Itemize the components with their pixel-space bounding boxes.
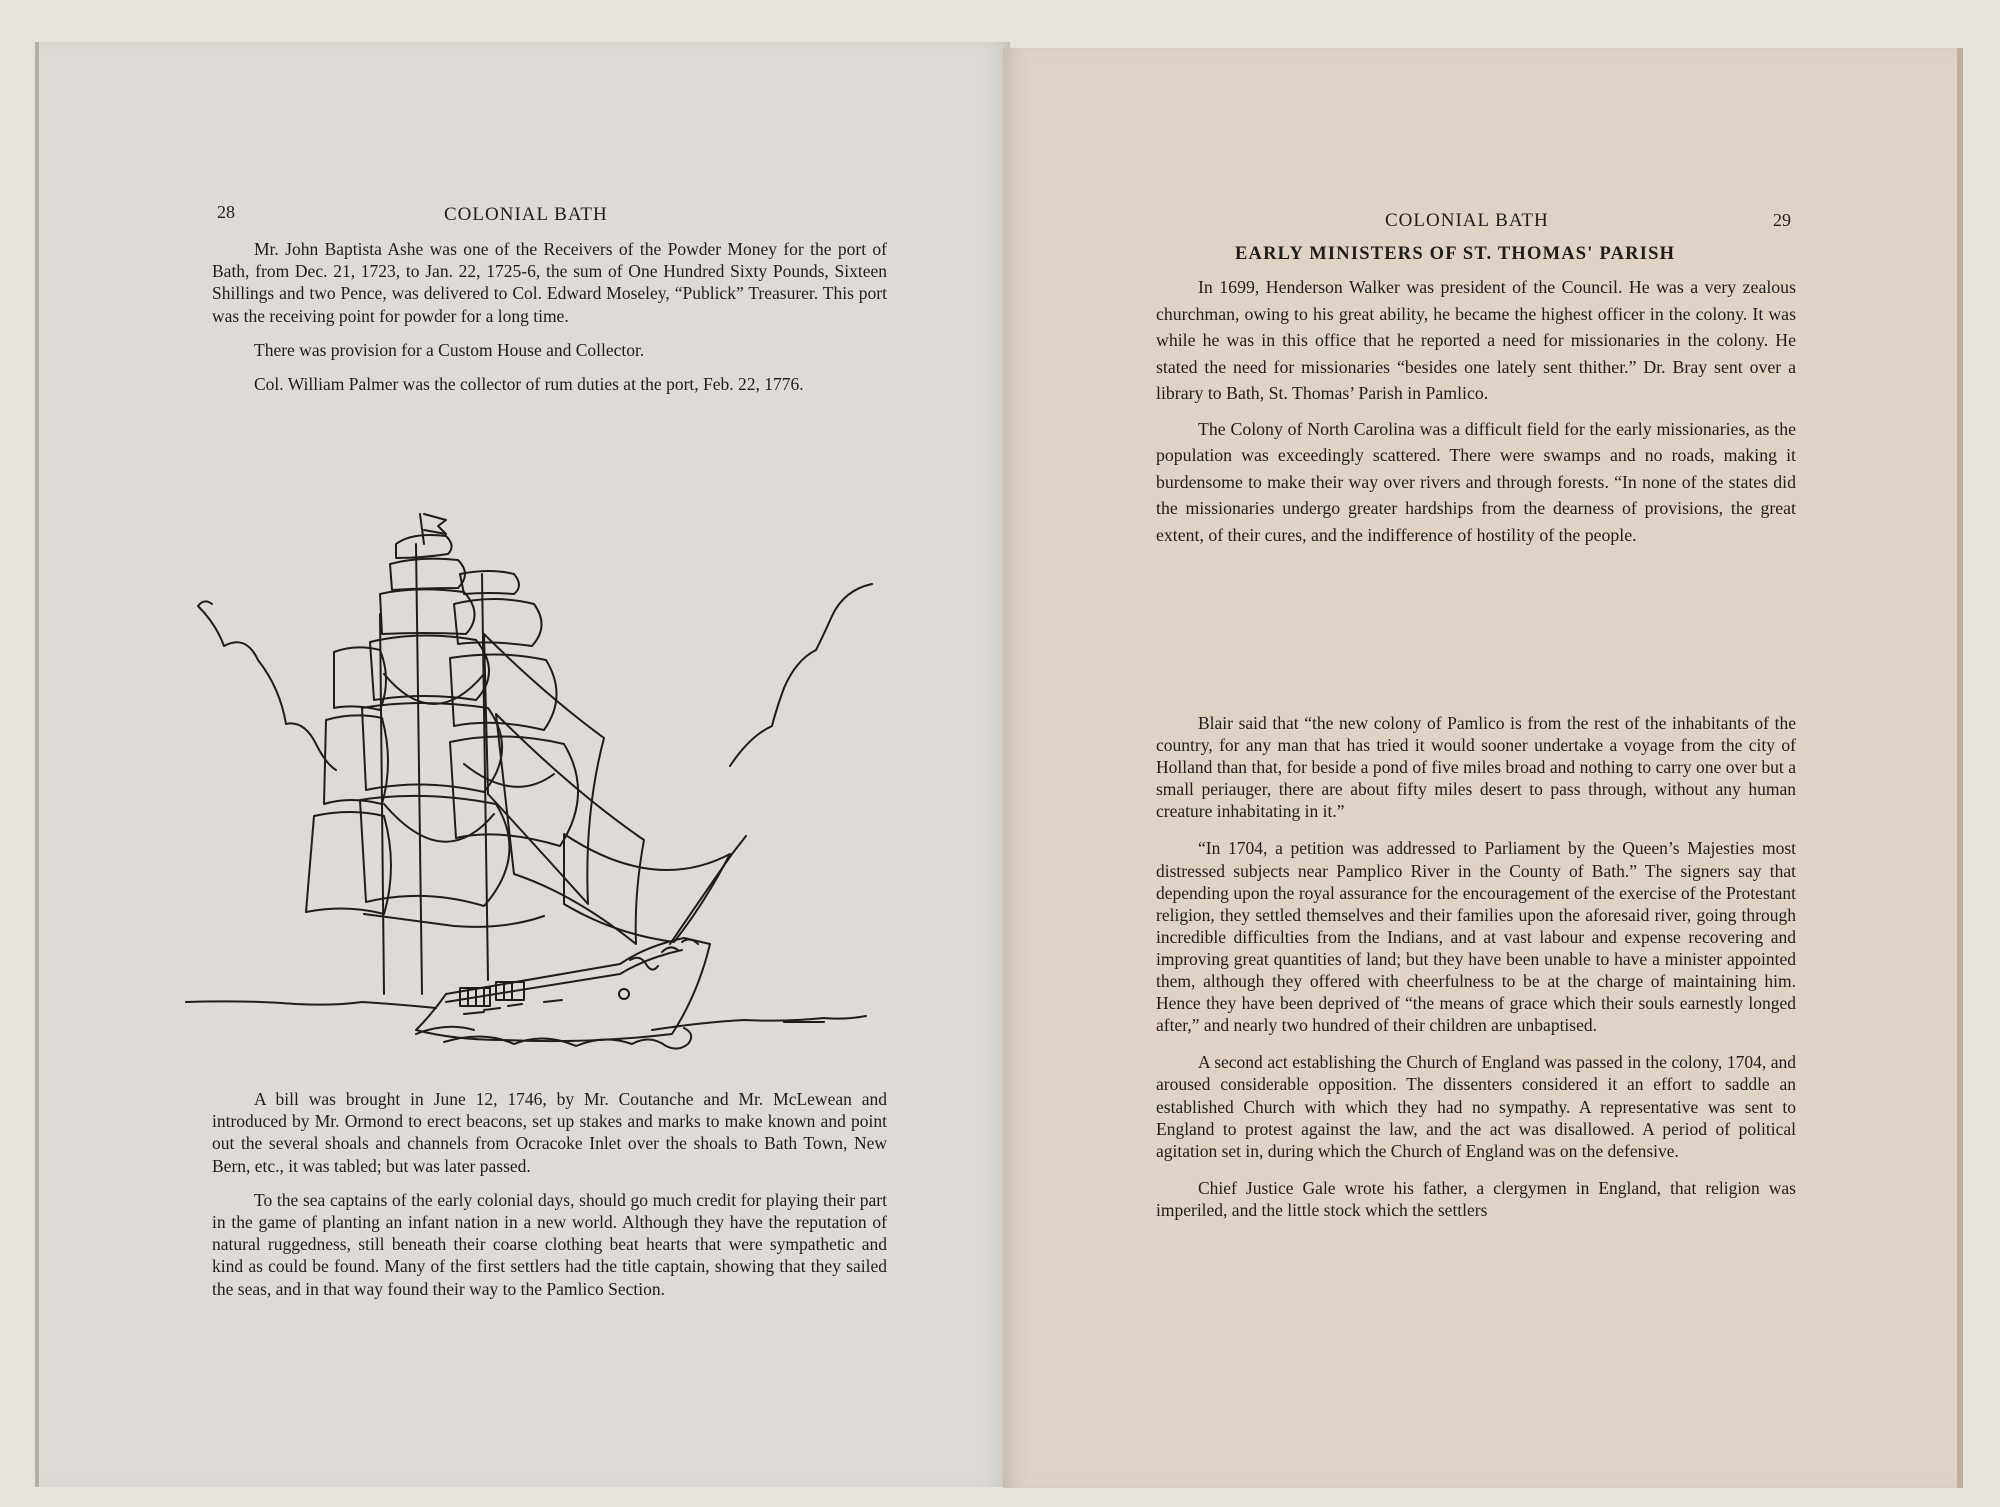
ship-illustration <box>184 474 904 1074</box>
page-number: 29 <box>1773 210 1791 230</box>
text-block-spaced <box>1156 274 1796 548</box>
cloud-right <box>730 584 872 766</box>
text-block-bottom <box>212 1088 887 1300</box>
sea-line <box>186 1001 436 1008</box>
sail <box>390 559 465 590</box>
sail <box>324 715 388 804</box>
cloud-left <box>198 606 336 770</box>
paragraph: A bill was brought in June 12, 1746, by Mr. Coutanche and Mr. McLewean and introduced by Mr. Ormond to erect beacons, set up stakes and marks to make known and point out the several shoals and channels from Ocracoke Inlet over the shoals to Bath Town, New Bern, etc., it was tabled; but was later passed. <box>212 1089 887 1176</box>
paragraph: Blair said that “the new colony of Pamlico is from the rest of the inhabitants of the country, for any man that has tried it would sooner undertake a voyage from the city of Holland than that, for beside a pond of five miles broad and nothing to carry one over but a small periauger, there are about fifty miles desert to pass through, without any human creature inhabitating in it.” <box>1156 713 1796 822</box>
paragraph: A second act establishing the Church of England was passed in the colony, 1704, and aroused considerable opposition. The dissenters considered it an effort to saddle an established Church with which they had no sympathy. A representative was sent to England to protest against the law, and the act was disallowed. A period of political agitation set in, during which the Church of England was on the defensive. <box>1156 1052 1796 1161</box>
right-page <box>1003 48 1963 1488</box>
flag <box>420 514 446 544</box>
sail <box>460 571 519 594</box>
text-block-top <box>212 238 887 395</box>
bowsprit <box>670 836 746 944</box>
sail <box>380 589 475 634</box>
paragraph: Mr. John Baptista Ashe was one of the Receivers of the Powder Money for the port of Bath, from Dec. 21, 1723, to Jan. 22, 1725-6, the sum of One Hundred Sixty Pounds, Sixteen Shillings and two Pence, was delivered to Col. Edward Moseley, “Publick” Treasurer. This port was the receiving point for powder for a long time. <box>212 239 887 326</box>
running-header: COLONIAL BATH <box>1385 210 1549 231</box>
jib-sail <box>564 834 730 942</box>
left-page <box>35 42 1010 1487</box>
section-title: EARLY MINISTERS OF ST. THOMAS' PARISH <box>1235 244 1676 264</box>
paragraph: There was provision for a Custom House and Collector. <box>254 339 645 360</box>
paragraph: “In 1704, a petition was addressed to Parliament by the Queen’s Majesties most distressed subjects near Pamplico River in the County of Bath.” The signers say that depending upon the royal assurance for the encouragement of the exercise of the Protestant religion, they settled themselves and their families upon the aforesaid river, going through incredible difficulties from the Indians, and at vast labour and expense recovering and improving great quantities of land; but they have been unable to have a minister appointed them, although they offered with cheerfulness to be at the charge of maintaining him. Hence they have been deprived of “the means of grace which their souls earnestly longed after,” and nearly two hundred of their children are unbaptised. <box>1156 838 1796 1036</box>
sail <box>450 736 578 846</box>
paragraph: The Colony of North Carolina was a difficult field for the early missionaries, as the population was exceedingly scattered. There were swamps and no roads, making it burdensome to make their way over rivers and through forests. “In none of the states did the missionaries undergo greater hardships from the dearness of provisions, the great extent, of their cures, and the indifference of hostility of the people. <box>1156 418 1796 545</box>
text-block-tight <box>1156 712 1796 1221</box>
bow-waves <box>444 1028 691 1049</box>
paragraph: To the sea captains of the early colonial days, should go much credit for playing their part in the game of planting an infant nation in a new world. Although they have the reputation of natural ruggedness, still beneath their coarse clothing beat hearts that were sympathetic and kind as could be found. Many of the first settlers had the title captain, showing that they sailed the seas, and in that way found their way to the Pamlico Section. <box>212 1189 887 1299</box>
running-header: COLONIAL BATH <box>444 204 608 225</box>
paragraph: In 1699, Henderson Walker was president of the Council. He was a very zealous churchman, owing to his great ability, he became the highest officer in the colony. It was while he was in this office that he reported a need for missionaries in the colony. He stated the need for missionaries “besides one lately sent thither.” Dr. Bray sent over a library to Bath, St. Thomas’ Parish in Pamlico. <box>1156 277 1796 403</box>
page-number: 28 <box>217 202 235 222</box>
sail <box>362 703 502 792</box>
sail <box>334 647 386 710</box>
paragraph: Col. William Palmer was the collector of rum duties at the port, Feb. 22, 1776. <box>254 374 804 395</box>
paragraph: Chief Justice Gale wrote his father, a clergymen in England, that religion was imperiled, and the little stock which the settlers <box>1156 1177 1796 1220</box>
main-mast <box>416 544 422 994</box>
sail <box>370 635 489 700</box>
